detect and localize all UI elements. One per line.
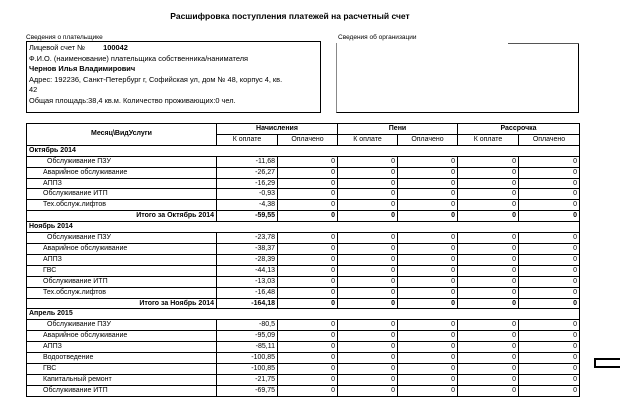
header-sub: К оплате (217, 134, 278, 145)
value-cell: 0 (398, 363, 458, 374)
value-cell: 0 (519, 320, 580, 331)
payer-info-box (26, 41, 321, 113)
value-cell: 0 (278, 276, 338, 287)
table-row (27, 331, 580, 342)
table-row (27, 167, 580, 178)
value-cell: 0 (519, 276, 580, 287)
month-row (27, 145, 580, 156)
header-group-charges: Начисления (217, 124, 338, 135)
table-row (27, 320, 580, 331)
service-name: Обслуживание ПЗУ (27, 156, 217, 167)
month-label: Октябрь 2014 (27, 145, 580, 156)
value-cell: 0 (458, 156, 519, 167)
value-cell: 0 (338, 320, 398, 331)
total-label: Итого за Ноябрь 2014 (27, 298, 217, 309)
payer-address: Адрес: 192236, Санкт-Петербург г, Софийская ул, дом № 48, корпус 4, кв. (29, 74, 283, 84)
header-sub: Оплачено (519, 134, 580, 145)
value-cell: 0 (338, 200, 398, 211)
header-sub: К оплате (458, 134, 519, 145)
value-cell: 0 (398, 320, 458, 331)
total-value: -164,18 (217, 298, 278, 309)
value-cell: 0 (519, 167, 580, 178)
table-row (27, 233, 580, 244)
account-line (29, 43, 318, 54)
total-label: Итого за Октябрь 2014 (27, 211, 217, 222)
value-cell: 0 (278, 331, 338, 342)
value-cell: 0 (519, 385, 580, 396)
value-cell: 0 (338, 243, 398, 254)
value-cell: 0 (519, 200, 580, 211)
service-name: Тех.обслуж.лифтов (27, 287, 217, 298)
total-value: 0 (458, 298, 519, 309)
value-cell: 0 (278, 156, 338, 167)
total-value: 0 (519, 211, 580, 222)
value-cell: 0 (278, 189, 338, 200)
value-cell: 0 (519, 265, 580, 276)
value-cell: 0 (398, 233, 458, 244)
value-cell: 0 (398, 254, 458, 265)
payer-caption: Сведения о плательщике (26, 34, 103, 41)
account-label: Лицевой счет № (29, 43, 86, 52)
payer-name: Чернов Илья Владимирович (29, 64, 136, 73)
value-cell: 0 (458, 167, 519, 178)
service-name: ГВС (27, 265, 217, 276)
value-cell: 0 (519, 342, 580, 353)
value-cell: 0 (338, 265, 398, 276)
total-value: 0 (338, 211, 398, 222)
value-cell: 0 (398, 200, 458, 211)
value-cell: 0 (398, 287, 458, 298)
header-group-installments: Рассрочка (458, 124, 580, 135)
value-cell: 0 (519, 363, 580, 374)
total-value: 0 (278, 298, 338, 309)
value-cell: 0 (338, 353, 398, 364)
value-cell: 0 (458, 233, 519, 244)
value-cell: 0 (398, 156, 458, 167)
service-name: АППЗ (27, 342, 217, 353)
value-cell: 0 (519, 189, 580, 200)
value-cell: 0 (278, 342, 338, 353)
table-row (27, 243, 580, 254)
value-cell: 0 (519, 353, 580, 364)
header-sub: Оплачено (278, 134, 338, 145)
value-cell: 0 (278, 254, 338, 265)
value-cell: -95,09 (217, 331, 278, 342)
header-sub: Оплачено (398, 134, 458, 145)
service-name: Аварийное обслуживание (27, 167, 217, 178)
service-name: ГВС (27, 363, 217, 374)
value-cell: 0 (519, 178, 580, 189)
org-caption: Сведения об организации (338, 34, 417, 41)
service-name: Обслуживание ИТП (27, 276, 217, 287)
value-cell: -28,39 (217, 254, 278, 265)
value-cell: 0 (398, 353, 458, 364)
value-cell: 0 (338, 178, 398, 189)
scroll-marker (594, 358, 620, 368)
value-cell: 0 (519, 287, 580, 298)
month-label: Ноябрь 2014 (27, 222, 580, 233)
value-cell: 0 (398, 374, 458, 385)
value-cell: 0 (338, 276, 398, 287)
value-cell: 0 (278, 178, 338, 189)
account-number: 100042 (103, 43, 128, 52)
value-cell: 0 (458, 254, 519, 265)
table-row (27, 342, 580, 353)
value-cell: 0 (458, 178, 519, 189)
table-row (27, 178, 580, 189)
total-value: 0 (278, 211, 338, 222)
value-cell: -80,5 (217, 320, 278, 331)
value-cell: -44,13 (217, 265, 278, 276)
value-cell: 0 (458, 265, 519, 276)
value-cell: 0 (458, 353, 519, 364)
total-value: 0 (398, 211, 458, 222)
value-cell: 0 (398, 167, 458, 178)
value-cell: 0 (338, 167, 398, 178)
value-cell: 0 (458, 363, 519, 374)
table-row (27, 353, 580, 364)
header-group-penalties: Пени (338, 124, 458, 135)
value-cell: 0 (278, 265, 338, 276)
value-cell: 0 (458, 342, 519, 353)
value-cell: 0 (519, 374, 580, 385)
service-name: АППЗ (27, 178, 217, 189)
table-row (27, 363, 580, 374)
value-cell: -16,29 (217, 178, 278, 189)
value-cell: 0 (398, 342, 458, 353)
value-cell: 0 (278, 233, 338, 244)
value-cell: -11,68 (217, 156, 278, 167)
value-cell: 0 (278, 363, 338, 374)
table-row (27, 276, 580, 287)
value-cell: 0 (458, 320, 519, 331)
total-value: 0 (338, 298, 398, 309)
value-cell: -16,48 (217, 287, 278, 298)
service-name: Капитальный ремонт (27, 374, 217, 385)
value-cell: 0 (338, 233, 398, 244)
month-row (27, 222, 580, 233)
service-name: Обслуживание ПЗУ (27, 233, 217, 244)
total-value: 0 (398, 298, 458, 309)
value-cell: 0 (458, 276, 519, 287)
service-name: Аварийное обслуживание (27, 331, 217, 342)
value-cell: 0 (458, 189, 519, 200)
table-row (27, 287, 580, 298)
report-title: Расшифровка поступления платежей на расчетный счет (170, 11, 410, 21)
table-row (27, 374, 580, 385)
value-cell: -85,11 (217, 342, 278, 353)
value-cell: 0 (338, 254, 398, 265)
value-cell: 0 (398, 189, 458, 200)
service-name: Обслуживание ИТП (27, 385, 217, 396)
value-cell: 0 (278, 320, 338, 331)
value-cell: 0 (338, 374, 398, 385)
total-row (27, 211, 580, 222)
service-name: Водоотведение (27, 353, 217, 364)
value-cell: -13,03 (217, 276, 278, 287)
table-row (27, 189, 580, 200)
value-cell: 0 (519, 233, 580, 244)
value-cell: -0,93 (217, 189, 278, 200)
total-value: 0 (458, 211, 519, 222)
value-cell: 0 (519, 254, 580, 265)
value-cell: 0 (398, 276, 458, 287)
header-row-groups (27, 124, 580, 135)
org-info-box (336, 43, 579, 113)
value-cell: 0 (338, 287, 398, 298)
value-cell: -38,37 (217, 243, 278, 254)
value-cell: -21,75 (217, 374, 278, 385)
table-row (27, 385, 580, 396)
value-cell: 0 (458, 385, 519, 396)
value-cell: 0 (458, 243, 519, 254)
value-cell: -69,75 (217, 385, 278, 396)
value-cell: 0 (278, 167, 338, 178)
month-row (27, 309, 580, 320)
value-cell: -26,27 (217, 167, 278, 178)
value-cell: 0 (278, 353, 338, 364)
total-value: -59,55 (217, 211, 278, 222)
value-cell: 0 (278, 374, 338, 385)
service-name: Тех.обслуж.лифтов (27, 200, 217, 211)
value-cell: 0 (398, 178, 458, 189)
value-cell: 0 (338, 385, 398, 396)
value-cell: 0 (398, 385, 458, 396)
value-cell: 0 (398, 331, 458, 342)
value-cell: 0 (458, 331, 519, 342)
value-cell: -4,38 (217, 200, 278, 211)
value-cell: 0 (338, 189, 398, 200)
value-cell: -100,85 (217, 363, 278, 374)
value-cell: 0 (338, 363, 398, 374)
value-cell: -23,78 (217, 233, 278, 244)
payer-area: Общая площадь:38,4 кв.м. Количество проживающих:0 чел. (29, 95, 236, 105)
value-cell: 0 (458, 200, 519, 211)
value-cell: 0 (278, 287, 338, 298)
service-name: АППЗ (27, 254, 217, 265)
value-cell: 0 (338, 342, 398, 353)
value-cell: 0 (519, 156, 580, 167)
value-cell: 0 (458, 287, 519, 298)
month-label: Апрель 2015 (27, 309, 580, 320)
payer-address-cont: 42 (29, 85, 38, 94)
value-cell: 0 (278, 385, 338, 396)
value-cell: 0 (519, 331, 580, 342)
value-cell: 0 (278, 200, 338, 211)
payer-name-label: Ф.И.О. (наименование) плательщика собственника/нанимателя (29, 53, 249, 63)
value-cell: 0 (398, 243, 458, 254)
table-row (27, 200, 580, 211)
value-cell: 0 (338, 331, 398, 342)
value-cell: -100,85 (217, 353, 278, 364)
table-row (27, 156, 580, 167)
service-name: Обслуживание ПЗУ (27, 320, 217, 331)
org-box-top-border (508, 43, 579, 44)
table-row (27, 254, 580, 265)
value-cell: 0 (278, 243, 338, 254)
value-cell: 0 (519, 243, 580, 254)
header-sub: К оплате (338, 134, 398, 145)
service-name: Обслуживание ИТП (27, 189, 217, 200)
service-name: Аварийное обслуживание (27, 243, 217, 254)
table-row (27, 265, 580, 276)
payments-table (26, 123, 580, 397)
total-value: 0 (519, 298, 580, 309)
value-cell: 0 (338, 156, 398, 167)
total-row (27, 298, 580, 309)
value-cell: 0 (398, 265, 458, 276)
value-cell: 0 (458, 374, 519, 385)
header-service: Месяц\ВидУслуги (27, 124, 217, 146)
